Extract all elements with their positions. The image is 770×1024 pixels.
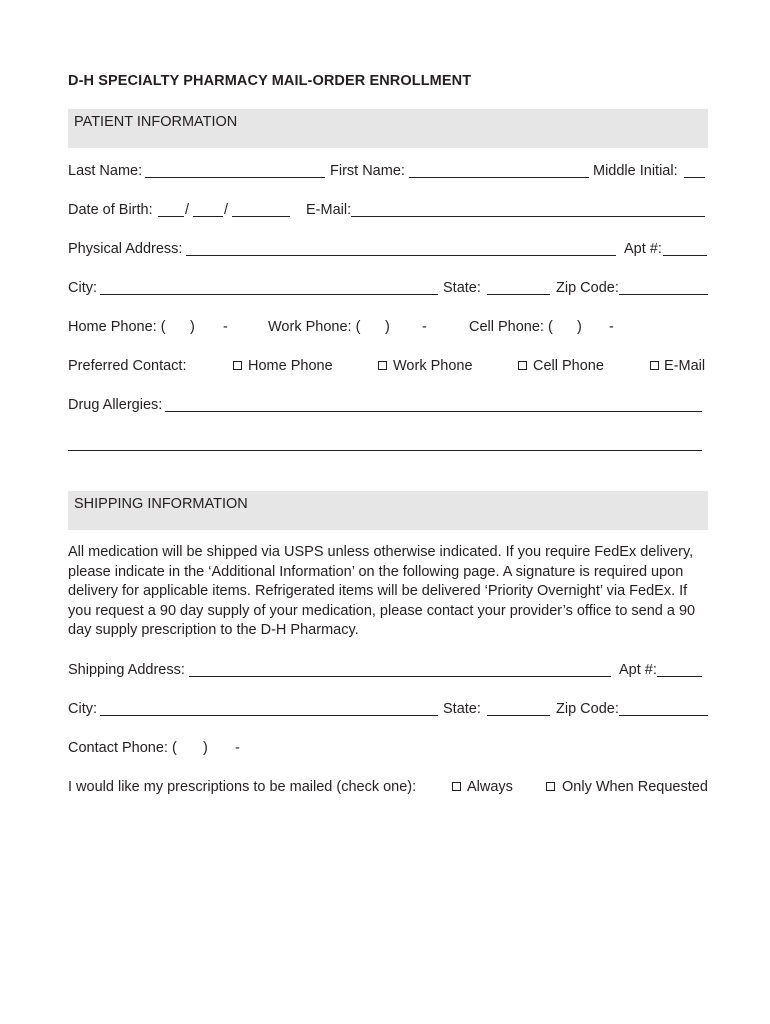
apt-label: Apt #: (624, 241, 662, 257)
shipping-apt-field[interactable] (657, 676, 702, 677)
state-label: State: (443, 280, 481, 296)
cell-phone-dash: - (609, 319, 614, 335)
home-phone-checkbox[interactable] (233, 361, 242, 370)
home-phone-dash: - (223, 319, 228, 335)
shipping-notice-line: you request a 90 day supply of your medication, please contact your provider’s office to send a 90 (68, 602, 696, 619)
shipping-notice-line: All medication will be shipped via USPS unless otherwise indicated. If you require FedEx delivery, (68, 544, 694, 560)
patient-information-header (68, 109, 708, 148)
zip-label: Zip Code: (556, 280, 619, 296)
shipping-apt-label: Apt #: (619, 662, 657, 678)
dob-month-field[interactable] (158, 216, 184, 217)
only-when-requested-checkbox[interactable] (546, 782, 555, 791)
shipping-address-field[interactable] (189, 676, 611, 677)
first-name-field[interactable] (409, 177, 589, 178)
shipping-state-label: State: (443, 701, 481, 717)
contact-phone-dash: - (235, 740, 240, 756)
zip-field[interactable] (619, 294, 708, 295)
work-phone-dash: - (422, 319, 427, 335)
drug-allergies-label: Drug Allergies: (68, 397, 163, 413)
shipping-zip-field[interactable] (619, 715, 708, 716)
email-option: E-Mail (664, 358, 706, 374)
city-label: City: (68, 280, 97, 296)
shipping-information-header (68, 491, 708, 530)
first-name-label: First Name: (330, 163, 405, 179)
form-title: D-H SPECIALTY PHARMACY MAIL-ORDER ENROLLMENT (68, 73, 472, 89)
contact-phone-paren: ) (203, 740, 208, 756)
dob-separator: / (185, 202, 190, 218)
drug-allergies-field-line-2[interactable] (68, 450, 702, 451)
dob-day-field[interactable] (193, 216, 223, 217)
shipping-zip-label: Zip Code: (556, 701, 619, 717)
email-label: E-Mail: (306, 202, 352, 218)
email-checkbox[interactable] (650, 361, 659, 370)
drug-allergies-field[interactable] (165, 411, 702, 412)
home-phone-option: Home Phone (248, 358, 333, 374)
contact-phone-label: Contact Phone: ( (68, 740, 177, 756)
only-when-requested-option: Only When Requested (562, 779, 708, 795)
cell-phone-option: Cell Phone (533, 358, 604, 374)
email-field[interactable] (351, 216, 705, 217)
home-phone-label: Home Phone: ( (68, 319, 166, 335)
last-name-field[interactable] (145, 177, 325, 178)
shipping-state-field[interactable] (487, 715, 550, 716)
work-phone-paren: ) (385, 319, 390, 335)
cell-phone-label: Cell Phone: ( (469, 319, 553, 335)
middle-initial-label: Middle Initial: (593, 163, 678, 179)
preferred-contact-label: Preferred Contact: (68, 358, 187, 374)
physical-address-field[interactable] (186, 255, 616, 256)
mail-preference-label: I would like my prescriptions to be mailed (check one): (68, 779, 417, 795)
apt-field[interactable] (663, 255, 707, 256)
shipping-notice-line: please indicate in the ‘Additional Information’ on the following page. A signature is required upon (68, 563, 684, 580)
work-phone-option: Work Phone (393, 358, 473, 374)
shipping-notice-line: day supply prescription to the D-H Pharmacy. (68, 622, 359, 638)
city-field[interactable] (100, 294, 438, 295)
state-field[interactable] (487, 294, 550, 295)
middle-initial-field[interactable] (684, 177, 705, 178)
dob-label: Date of Birth: (68, 202, 153, 218)
last-name-label: Last Name: (68, 163, 143, 179)
physical-address-label: Physical Address: (68, 241, 183, 257)
dob-separator: / (224, 202, 229, 218)
work-phone-checkbox[interactable] (378, 361, 387, 370)
cell-phone-checkbox[interactable] (518, 361, 527, 370)
shipping-notice-paragraph (68, 543, 713, 641)
dob-year-field[interactable] (232, 216, 290, 217)
always-checkbox[interactable] (452, 782, 461, 791)
shipping-city-field[interactable] (100, 715, 438, 716)
shipping-notice-line: delivery for applicable items. Refrigerated items will be delivered ‘Priority Overnight’ via FedEx. If (68, 583, 688, 599)
home-phone-paren: ) (190, 319, 195, 335)
always-option: Always (467, 779, 513, 795)
work-phone-label: Work Phone: ( (268, 319, 361, 335)
shipping-information-label: SHIPPING INFORMATION (74, 496, 248, 512)
shipping-city-label: City: (68, 701, 97, 717)
patient-information-label: PATIENT INFORMATION (74, 114, 238, 130)
cell-phone-paren: ) (577, 319, 582, 335)
shipping-address-label: Shipping Address: (68, 662, 185, 678)
